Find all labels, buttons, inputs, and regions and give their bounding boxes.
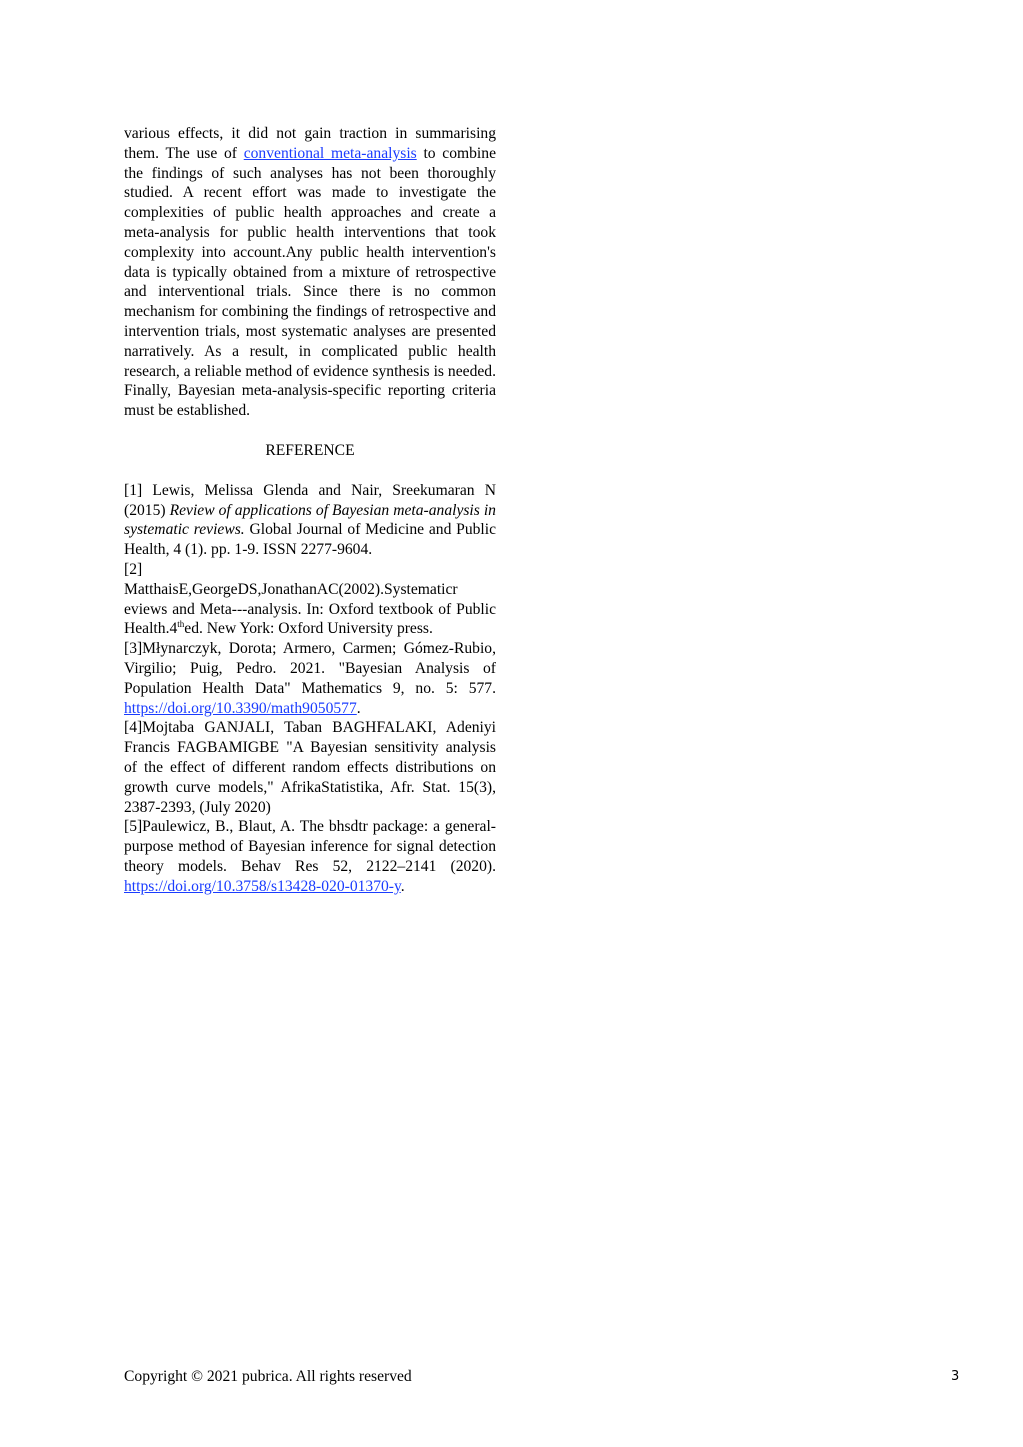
reference-4: [4]Mojtaba GANJALI, Taban BAGHFALAKI, Adeniyi Francis FAGBAMIGBE "A Bayesian sensitivity analysis of the effect of different random effects distributions on growth curve models," AfrikaStatistika, Afr. Stat. 15(3), 2387-2393, (July 2020): [124, 719, 496, 816]
reference-5-doi-link[interactable]: https://doi.org/10.3758/s13428-020-01370-y: [124, 877, 401, 895]
reference-3-text: [3]Młynarczyk, Dorota; Armero, Carmen; Gómez-Rubio, Virgilio; Puig, Pedro. 2021. "Bayesian Analysis of Population Health Data" Mathematics 9, no. 5: 577.: [124, 640, 496, 697]
reference-2-authors: MatthaisE,GeorgeDS,JonathanAC(2002).Systematicr: [124, 580, 458, 598]
footer-copyright: Copyright © 2021 pubrica. All rights reserved: [124, 1368, 412, 1385]
reference-1: [124, 481, 496, 560]
reference-5-period: .: [400, 877, 405, 895]
reference-1-source: Global Journal of Medicine and Public Health, 4 (1). pp. 1-9. ISSN 2277-9604.: [124, 521, 497, 559]
page-number: 3: [951, 1369, 960, 1384]
reference-3-doi-link[interactable]: https://doi.org/10.3390/math9050577: [124, 699, 357, 717]
reference-2-number: [2]: [124, 560, 143, 578]
reference-2-text-end: ed. New York: Oxford University press.: [184, 620, 433, 638]
reference-5-text: [5]Paulewicz, B., Blaut, A. The bhsdtr package: a general-purpose method of Bayesian inference for signal detection theory models. Behav Res 52, 2122–2141 (2020).: [124, 818, 496, 875]
main-column: [124, 124, 496, 896]
reference-3: [124, 639, 496, 718]
references-heading: REFERENCE: [265, 441, 355, 459]
reference-2-superscript: th: [177, 619, 185, 630]
body-text-start: various effects, it did not gain traction in summarising them. The use of: [124, 125, 496, 162]
reference-3-period: .: [356, 699, 361, 717]
reference-5: [124, 817, 496, 896]
body-text-end: to combine the findings of such analyses has not been thoroughly studied. A recent effort was made to investigate the complexities of public health approaches and create a meta-analysis for public health interventions that took complexity into account.Any public health intervention's data is typically obtained from a mixture of retrospective and interventional trials. Since there is no common mechanism for combining the findings of retrospective and intervention trials, most systematic analyses are presented narratively. As a result, in complicated public health research, a reliable method of evidence synthesis is needed. Finally, Bayesian meta-analysis-specific reporting criteria must be established.: [124, 144, 496, 420]
reference-2: [124, 600, 496, 640]
body-paragraph: [124, 124, 496, 421]
reference-1-authors: [1] Lewis, Melissa Glenda and Nair, Sreekumaran N (2015): [124, 481, 496, 519]
conventional-meta-analysis-link[interactable]: conventional meta-analysis: [243, 144, 417, 162]
reference-2-text: eviews and Meta---analysis. In: Oxford textbook of Public Health.4: [124, 600, 496, 638]
reference-1-title: Review of applications of Bayesian meta-analysis in systematic reviews.: [124, 501, 496, 539]
